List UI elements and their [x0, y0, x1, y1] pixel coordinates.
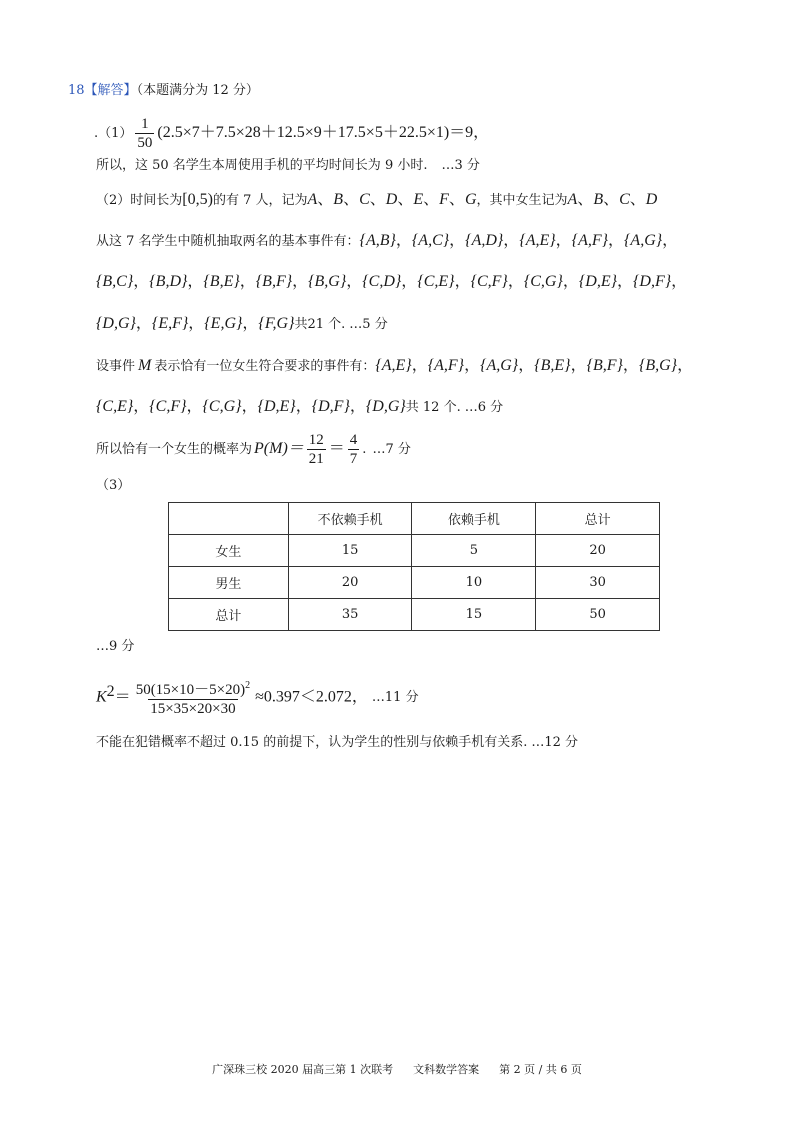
list-item: {F,G} — [258, 315, 295, 332]
girl-letters: A、B、C、D — [567, 191, 658, 208]
footer-school: 广深珠三校 2020 届高三第 1 次联考 — [212, 1063, 394, 1076]
list-item: {B,E} — [203, 273, 240, 290]
table-row — [169, 599, 660, 631]
fraction-4-7: $\frac{4}{7}$ — [349, 432, 358, 467]
list-item: {E,F} — [151, 315, 189, 332]
footer-subject: 文科数学答案 — [413, 1063, 480, 1076]
score-12: …12 分 — [531, 735, 579, 750]
list-item: {C,D} — [362, 273, 402, 290]
table-cell: 5 — [412, 535, 536, 567]
list-item: {D,E} — [578, 273, 618, 290]
score-9: …9 分 — [96, 639, 135, 654]
list-item: {C,E} — [417, 273, 455, 290]
list-item: D — [385, 191, 398, 208]
part2-intro: （2）时间长为[0,5)的有 7 人，记为A、B、C、D、E、F、G，其中女生记为A、B、C、D — [96, 191, 658, 208]
event-list: {B,C}，{B,D}，{B,E}，{B,F}，{B,G}，{C,D}，{C,E}，{C,F}，{C,G}，{D,E}，{D,F}， — [96, 273, 688, 290]
chi-square-formula: $K^2=$ $\frac{50(15\times 10-5\times 20)^2}{15\times 35\times 20\times 30}$ ≈0.397＜2.072， …11 分 — [96, 672, 419, 718]
list-item: C — [359, 191, 370, 208]
event-list: {A,E}，{A,F}，{A,G}，{B,E}，{B,F}，{B,G}， — [375, 357, 694, 374]
chi-square-result: ≈0.397＜2.072， — [255, 688, 368, 706]
table-cell: 总计 — [169, 599, 289, 631]
fraction-12-21: $\frac{12}{21}$ — [308, 432, 324, 467]
table-header-cell: 依赖手机 — [412, 503, 536, 535]
score-3: …3 分 — [441, 158, 480, 173]
score-5: …5 分 — [349, 317, 388, 332]
list-item: {A,G} — [624, 232, 663, 249]
score-note: （本题满分为 12 分） — [136, 83, 259, 98]
table-row — [169, 535, 660, 567]
list-item: A — [567, 191, 578, 208]
table-cell: 15 — [412, 599, 536, 631]
list-item: A — [307, 191, 318, 208]
chi-square-fraction: $\frac{50(15\times 10-5\times 20)^2}{15\times 35\times 20\times 30}$ — [135, 680, 251, 718]
part1-conclusion: 所以，这 50 名学生本周使用手机的平均时间长为 9 小时. …3 分 — [96, 158, 480, 173]
part1-formula — [94, 114, 489, 153]
list-item: B — [593, 191, 604, 208]
event-list: {A,B}，{A,C}，{A,D}，{A,E}，{A,F}，{A,G}， — [359, 232, 679, 249]
event-list: {D,G}，{E,F}，{E,G}，{F,G} — [96, 315, 295, 332]
list-item: {D,F} — [311, 398, 350, 415]
answer-tag: 【解答】 — [84, 83, 137, 98]
table-cell: 女生 — [169, 535, 289, 567]
list-item: C — [619, 191, 630, 208]
table-cell: 20 — [536, 535, 660, 567]
list-item: G — [464, 191, 477, 208]
mean-expression: (2.5×7＋7.5×28＋12.5×9＋17.5×5＋22.5×1)＝9， — [157, 124, 490, 141]
final-conclusion: 不能在犯错概率不超过 0.15 的前提下，认为学生的性别与依赖手机有关系. …12 分 — [96, 735, 579, 750]
list-item: {D,F} — [633, 273, 672, 290]
probability-lhs: P(M)＝ — [254, 440, 304, 457]
footer-page: 第 2 页 / 共 6 页 — [499, 1063, 582, 1076]
list-item: {B,G} — [308, 273, 347, 290]
event-m-line-2: {C,E}，{C,F}，{C,G}，{D,E}，{D,F}，{D,G}共 12 个. …6 分 — [96, 398, 504, 415]
probability-line: 所以恰有一个女生的概率为 P(M)＝ $\frac{12}{21}$ ＝ $\frac{4}{7}$ . …7 分 — [96, 432, 411, 467]
list-item: {A,F} — [427, 357, 465, 374]
question-header — [68, 81, 259, 101]
table-cell: 男生 — [169, 567, 289, 599]
list-item: {D,G} — [96, 315, 136, 332]
list-item: {E,G} — [204, 315, 243, 332]
list-item: {C,F} — [470, 273, 508, 290]
list-item: {A,G} — [480, 357, 519, 374]
list-item: {A,D} — [465, 232, 504, 249]
list-item: {C,G} — [202, 398, 242, 415]
table-header-cell: 不依赖手机 — [288, 503, 412, 535]
table-header-row — [169, 503, 660, 535]
list-item: B — [333, 191, 344, 208]
list-item: E — [413, 191, 424, 208]
list-item: {C,G} — [523, 273, 563, 290]
score-6: …6 分 — [464, 400, 504, 415]
list-item: {D,E} — [257, 398, 296, 415]
part1-label: .（1） — [94, 126, 133, 141]
list-item: {A,F} — [571, 232, 609, 249]
list-item: D — [645, 191, 658, 208]
events-line-1: 从这 7 名学生中随机抽取两名的基本事件有：{A,B}，{A,C}，{A,D}，{A,E}，{A,F}，{A,G}， — [96, 232, 679, 249]
table-header-cell — [169, 503, 289, 535]
page-footer — [0, 1061, 794, 1077]
score-7: …7 分 — [372, 442, 411, 457]
student-letters: A、B、C、D、E、F、G — [307, 191, 477, 208]
table-header-cell: 总计 — [536, 503, 660, 535]
table-cell: 50 — [536, 599, 660, 631]
list-item: {B,D} — [149, 273, 188, 290]
list-item: {B,G} — [638, 357, 678, 374]
list-item: {C,F} — [149, 398, 187, 415]
event-m-line-1: 设事件 M 表示恰有一位女生符合要求的事件有：{A,E}，{A,F}，{A,G}，{B,E}，{B,F}，{B,G}， — [96, 357, 694, 374]
list-item: F — [439, 191, 449, 208]
question-number: 18 — [68, 83, 85, 98]
list-item: {A,B} — [359, 232, 396, 249]
event-list: {C,E}，{C,F}，{C,G}，{D,E}，{D,F}，{D,G} — [96, 398, 406, 415]
contingency-table — [168, 502, 660, 631]
event-variable: M — [138, 357, 152, 374]
list-item: {D,G} — [365, 398, 406, 415]
list-item: {B,C} — [96, 273, 134, 290]
list-item: {A,E} — [375, 357, 412, 374]
table-cell: 35 — [288, 599, 412, 631]
events-line-3: {D,G}，{E,F}，{E,G}，{F,G}共21 个. …5 分 — [96, 315, 388, 332]
table-cell: 30 — [536, 567, 660, 599]
list-item: {B,E} — [534, 357, 571, 374]
list-item: {C,E} — [96, 398, 134, 415]
list-item: {B,F} — [586, 357, 623, 374]
list-item: {A,E} — [519, 232, 556, 249]
events-line-2 — [96, 272, 687, 293]
list-item: {B,F} — [255, 273, 293, 290]
table-cell: 15 — [288, 535, 412, 567]
fraction-one-fiftieth: $\frac{1}{50}$ — [137, 116, 153, 151]
table-cell: 20 — [288, 567, 412, 599]
part3-label: （3） — [96, 478, 131, 493]
score-11: …11 分 — [371, 690, 419, 706]
list-item: {A,C} — [411, 232, 450, 249]
table-row — [169, 567, 660, 599]
interval: [0,5) — [182, 191, 213, 208]
table-cell: 10 — [412, 567, 536, 599]
